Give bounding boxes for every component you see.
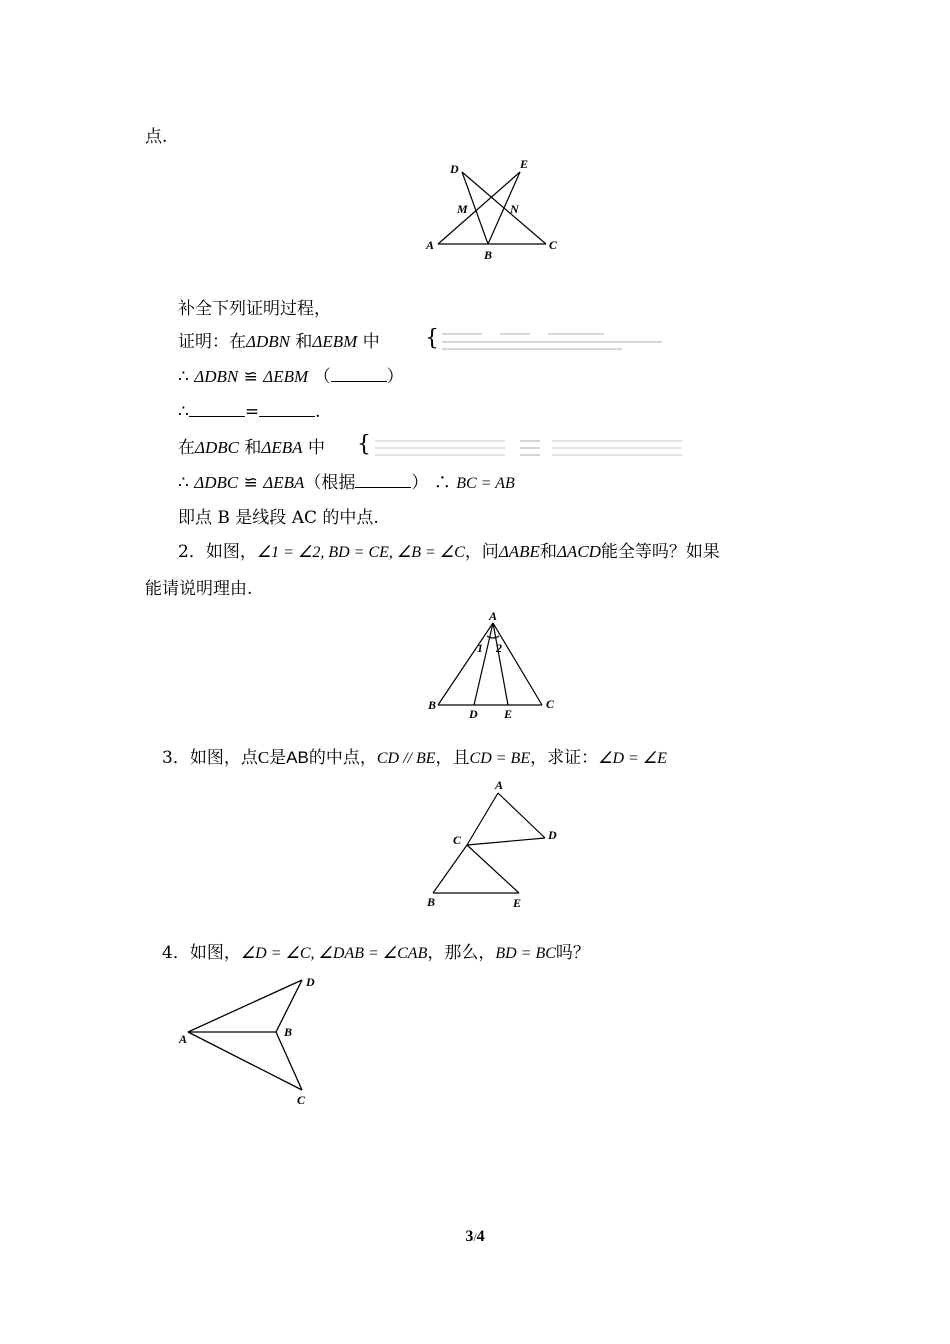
fig4-bc xyxy=(276,1032,302,1090)
q1-mid-2: 中 xyxy=(307,438,325,458)
fig3-ad xyxy=(498,793,545,838)
fig4-ac xyxy=(188,1032,302,1090)
q1-line2-b: ΔEBM xyxy=(263,367,309,386)
q1-brace2-row2b xyxy=(552,447,682,449)
q1-line4-prefix: 在 xyxy=(178,438,195,458)
fig2-label-e: E xyxy=(504,707,513,721)
q2-tri-b: ΔACD xyxy=(556,542,601,561)
fig1-label-a: A xyxy=(426,238,435,252)
fig1-label-n: N xyxy=(510,202,519,216)
q3-par: CD // BE xyxy=(376,750,436,767)
q1-line5-c: BC = AB xyxy=(456,475,515,492)
top-tail: 点. xyxy=(145,127,168,147)
q1-and-1: 和 xyxy=(295,332,313,352)
q2-line2: 能请说明理由. xyxy=(145,579,253,599)
fig3-cd xyxy=(467,838,545,845)
figure-2 xyxy=(420,608,570,723)
q1-line2 xyxy=(178,366,404,388)
fig2-label-a: A xyxy=(489,609,498,623)
q1-reason-blank[interactable] xyxy=(331,366,387,382)
q1-line4 xyxy=(178,437,325,459)
fig3-ac xyxy=(467,793,498,845)
fig2-ab xyxy=(438,623,493,705)
q1-line5 xyxy=(178,472,515,495)
q4-q: 吗？ xyxy=(555,943,590,963)
figure-3 xyxy=(420,777,570,912)
q1-and-2: 和 xyxy=(244,438,262,458)
fig4-label-b: B xyxy=(284,1025,293,1039)
q1-basis-close: ） xyxy=(411,473,429,493)
figure-1 xyxy=(420,155,570,265)
q1-brace2-eq3 xyxy=(520,454,540,456)
q1-basis-open: （根据 xyxy=(304,473,356,493)
q1-brace-1: { xyxy=(425,326,439,351)
q3-eq: CD = BE xyxy=(469,750,531,767)
q1-blank-left[interactable] xyxy=(189,401,245,417)
q1-therefore-2: ∴ xyxy=(178,402,189,422)
q1-brace2-row1b xyxy=(552,440,682,442)
fig3-label-e: E xyxy=(513,896,522,910)
q1-cong-1: ≌ xyxy=(243,367,258,387)
fig1-label-c: C xyxy=(549,238,558,252)
page-current: 3 xyxy=(465,1228,474,1245)
fig1-label-d: D xyxy=(450,162,459,176)
fig2-label-c: C xyxy=(546,697,555,711)
q2-num: 2．如图， xyxy=(178,542,257,562)
q1-brace2-eq1 xyxy=(520,440,540,442)
q1-paren-close: ） xyxy=(386,367,404,387)
q3-num: 3．如图，点 xyxy=(162,748,258,768)
q1-brace1-row1 xyxy=(442,333,482,335)
q1-line3 xyxy=(178,401,320,423)
q1-brace2-row1 xyxy=(375,440,505,442)
q1-eq: = xyxy=(244,402,260,422)
page-number xyxy=(0,1228,950,1246)
fig3-label-b: B xyxy=(427,895,436,909)
q1-brace1-row2 xyxy=(442,341,662,343)
fig2-ad xyxy=(474,623,493,705)
q1-mid-1: 中 xyxy=(362,332,380,352)
q2-line1 xyxy=(178,541,720,564)
q1-basis-blank[interactable] xyxy=(355,472,411,488)
fig4-label-d: D xyxy=(306,975,315,989)
q1-paren-open: （ xyxy=(313,367,331,387)
q4-num: 4．如图， xyxy=(162,943,241,963)
q3-mid: 的中点， xyxy=(308,748,377,768)
q1-line5-b: ΔEBA xyxy=(263,473,305,492)
fig3-ce xyxy=(467,845,519,893)
q1-line2-a: ΔDBN xyxy=(194,367,239,386)
q1-brace2-row3 xyxy=(375,454,505,456)
fig3-label-a: A xyxy=(495,778,504,792)
q1-tri2: ΔEBM xyxy=(312,332,358,351)
fig3-label-d: D xyxy=(548,828,557,842)
fig4-label-c: C xyxy=(297,1093,306,1107)
q1-dot: . xyxy=(315,402,321,422)
q1-blank-right[interactable] xyxy=(259,401,315,417)
fig1-label-b: B xyxy=(484,248,493,262)
q4-line xyxy=(162,942,590,965)
fig2-label-1: 1 xyxy=(477,641,483,655)
q1-brace2-eq2 xyxy=(520,447,540,449)
fig3-cb xyxy=(433,845,467,893)
q3-and: ，且 xyxy=(435,748,470,768)
q3-line xyxy=(162,747,667,770)
fig1-ae xyxy=(438,172,520,244)
fig2-label-b: B xyxy=(428,698,437,712)
fig4-label-a: A xyxy=(179,1032,188,1046)
q3-prove: ，求证： xyxy=(530,748,599,768)
q1-therefore-4: ∴ xyxy=(433,473,451,493)
q2-ask-b: 能全等吗？如果 xyxy=(600,542,720,562)
q1-line1 xyxy=(178,331,380,353)
fig2-label-d: D xyxy=(469,707,478,721)
q1-line1-prefix: 证明：在 xyxy=(178,332,246,352)
q1-brace-2: { xyxy=(357,432,371,457)
q1-brace1-row3 xyxy=(442,348,622,350)
fig1-label-e: E xyxy=(520,157,529,171)
q2-tri-a: ΔABE xyxy=(498,542,540,561)
q2-ask-a: ，问 xyxy=(464,542,499,562)
q1-brace2-row3b xyxy=(552,454,682,456)
q3-ab: AB xyxy=(286,748,309,767)
q4-then: ，那么， xyxy=(427,943,496,963)
q1-brace1-row1c xyxy=(548,333,604,335)
q1-tri4: ΔEBA xyxy=(261,438,303,457)
q1-brace2-row2 xyxy=(375,447,505,449)
q3-c: C xyxy=(257,748,270,767)
fig3-label-c: C xyxy=(453,833,462,847)
q1-tri1: ΔDBN xyxy=(246,332,290,351)
q3-goal: ∠D = ∠E xyxy=(598,750,667,767)
fig2-arc xyxy=(487,636,499,638)
q1-tri3: ΔDBC xyxy=(195,438,239,457)
q4-ask: BD = BC xyxy=(495,945,556,962)
q1-brace1-row1b xyxy=(500,333,530,335)
fig2-label-2: 2 xyxy=(496,641,502,655)
q4-cond: ∠D = ∠C, ∠DAB = ∠CAB xyxy=(240,945,428,962)
q2-cond: ∠1 = ∠2, BD = CE, ∠B = ∠C xyxy=(256,544,465,561)
q1-conclusion: 即点 B 是线段 AC 的中点. xyxy=(178,508,379,528)
fig1-label-m: M xyxy=(457,202,468,216)
q1-therefore-1: ∴ xyxy=(178,367,189,387)
q1-intro: 补全下列证明过程， xyxy=(178,299,331,319)
figure-4 xyxy=(170,970,330,1110)
q2-and: 和 xyxy=(539,542,557,562)
q1-line5-a: ΔDBC xyxy=(194,473,239,492)
page-separator: / xyxy=(473,1230,477,1244)
page-total: 4 xyxy=(476,1228,485,1245)
q1-cong-2: ≌ xyxy=(243,473,258,493)
q3-is: 是 xyxy=(269,748,287,768)
q1-therefore-3: ∴ xyxy=(178,473,189,493)
